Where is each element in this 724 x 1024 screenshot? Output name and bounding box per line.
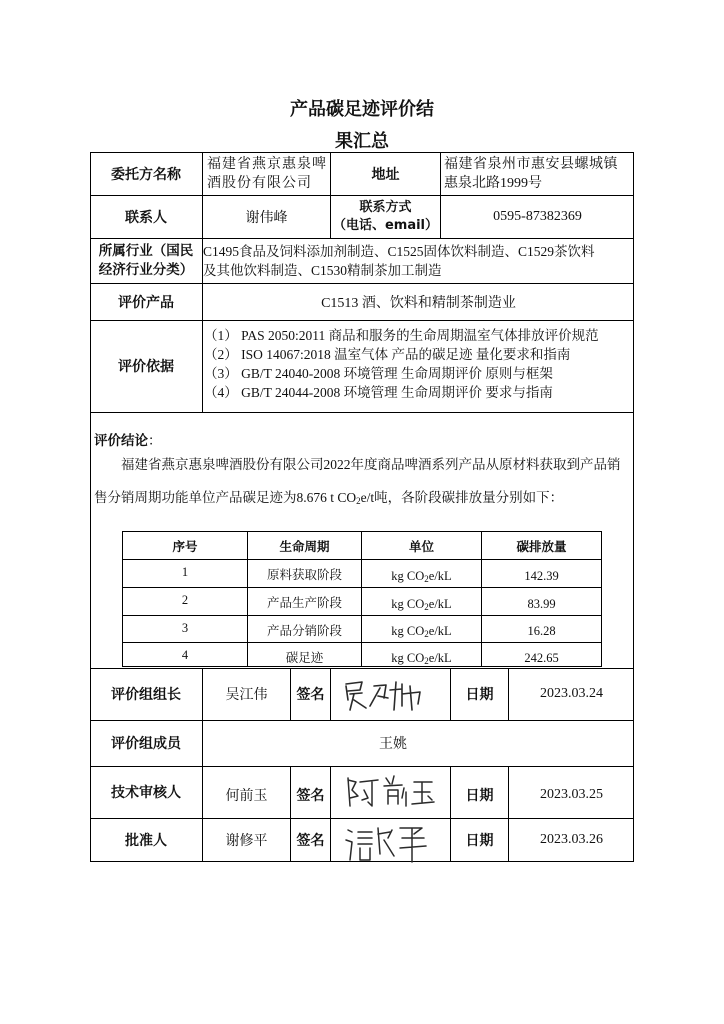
address-value-line1: 福建省泉州市惠安县螺城镇 bbox=[444, 156, 618, 172]
members-name: 王姚 bbox=[379, 737, 407, 752]
reviewer-signature-image bbox=[342, 772, 438, 812]
basis-item-3: （3） GB/T 24040-2008 环境管理 生命周期评价 原则与框架 bbox=[204, 366, 553, 381]
conclusion-colon: ： bbox=[148, 433, 162, 448]
unit-a: kg CO bbox=[391, 569, 425, 583]
contact-method-label-line1: 联系方式 bbox=[359, 199, 412, 215]
leader-name: 吴江伟 bbox=[225, 688, 268, 703]
unit-a: kg CO bbox=[391, 651, 425, 665]
approver-sign-label: 签名 bbox=[296, 833, 325, 849]
reviewer-date: 2023.03.25 bbox=[540, 787, 603, 802]
conclusion-text-sub: 2 bbox=[356, 496, 361, 506]
page-title-line2: 果汇总 bbox=[335, 131, 389, 152]
table-row-2-no: 2 bbox=[181, 593, 189, 607]
table-row-1-value: 142.39 bbox=[524, 569, 559, 583]
basis-list bbox=[204, 326, 632, 402]
contact-method-label-line2: （电话、email） bbox=[332, 217, 439, 233]
leader-date: 2023.03.24 bbox=[540, 686, 603, 701]
client-value-line2: 酒股份有限公司 bbox=[207, 175, 312, 191]
reviewer-label: 技术审核人 bbox=[111, 785, 181, 801]
table-row-3-value: 16.28 bbox=[527, 624, 556, 638]
industry-value-line2: 及其他饮料制造、C1530精制茶加工制造 bbox=[203, 262, 442, 278]
industry-value-line1: C1495食品及饲料添加剂制造、C1525固体饮料制造、C1529茶饮料 bbox=[203, 243, 595, 259]
address-value bbox=[441, 152, 634, 195]
table-row-2-stage: 产品生产阶段 bbox=[266, 596, 342, 610]
client-value bbox=[203, 152, 330, 195]
approver-signature-image bbox=[342, 820, 432, 866]
table-row-2-unit bbox=[362, 588, 481, 615]
unit-b: e/kL bbox=[428, 651, 452, 665]
industry-label-line1: 所属行业（国民 bbox=[98, 242, 194, 259]
product-label: 评价产品 bbox=[118, 294, 174, 311]
unit-sub: 2 bbox=[424, 602, 429, 612]
reviewer-name: 何前玉 bbox=[225, 789, 268, 804]
product-value: C1513 酒、饮料和精制茶制造业 bbox=[321, 295, 516, 311]
table-row-4-value: 242.65 bbox=[524, 651, 559, 665]
address-value-line2: 惠泉北路1999号 bbox=[444, 175, 542, 191]
industry-value bbox=[203, 238, 634, 283]
table-row-1-stage: 原料获取阶段 bbox=[266, 568, 342, 582]
industry-label bbox=[90, 238, 202, 283]
unit-a: kg CO bbox=[391, 597, 425, 611]
client-label: 委托方名称 bbox=[111, 166, 181, 183]
approver-date-label: 日期 bbox=[465, 833, 494, 849]
members-label: 评价组成员 bbox=[111, 736, 181, 752]
address-label: 地址 bbox=[371, 166, 400, 183]
header-stage: 生命周期 bbox=[279, 538, 330, 554]
leader-signature-image bbox=[340, 676, 430, 714]
table-row-2-value: 83.99 bbox=[527, 597, 556, 611]
basis-item-2: （2） ISO 14067:2018 温室气体 产品的碳足迹 量化要求和指南 bbox=[204, 347, 571, 362]
table-row-3-unit bbox=[362, 616, 481, 642]
leader-date-label: 日期 bbox=[465, 687, 494, 703]
contact-value: 谢伟峰 bbox=[245, 210, 288, 226]
approver-label: 批准人 bbox=[125, 833, 167, 849]
industry-label-line2: 经济行业分类） bbox=[98, 261, 194, 278]
conclusion-label: 评价结论 bbox=[94, 433, 148, 449]
reviewer-sign-label: 签名 bbox=[296, 788, 325, 804]
unit-sub: 2 bbox=[424, 629, 429, 639]
table-row-4-unit bbox=[362, 643, 481, 666]
unit-b: e/kL bbox=[428, 597, 452, 611]
page-title-line1: 产品碳足迹评价结 bbox=[290, 99, 434, 120]
header-no: 序号 bbox=[172, 538, 198, 554]
table-row-1-unit bbox=[362, 560, 481, 587]
table-row-4-stage: 碳足迹 bbox=[285, 651, 324, 665]
emissions-table bbox=[122, 531, 602, 667]
unit-b: e/kL bbox=[428, 624, 452, 638]
approver-date: 2023.03.26 bbox=[540, 832, 603, 847]
conclusion-text-b: e/t吨，各阶段碳排放量分别如下： bbox=[360, 490, 564, 505]
contact-method-value: 0595-87382369 bbox=[493, 208, 582, 224]
basis-label: 评价依据 bbox=[118, 359, 174, 375]
table-row-4-no: 4 bbox=[181, 648, 189, 662]
table-row-3-no: 3 bbox=[181, 621, 189, 635]
reviewer-date-label: 日期 bbox=[465, 788, 494, 804]
unit-b: e/kL bbox=[428, 569, 452, 583]
unit-a: kg CO bbox=[391, 624, 425, 638]
basis-item-1: （1） PAS 2050:2011 商品和服务的生命周期温室气体排放评价规范 bbox=[204, 328, 599, 343]
leader-sign-label: 签名 bbox=[296, 687, 325, 703]
conclusion-text bbox=[94, 448, 632, 518]
table-row-1-no: 1 bbox=[181, 565, 189, 579]
unit-sub: 2 bbox=[424, 656, 429, 666]
contact-method-label bbox=[331, 195, 440, 238]
unit-sub: 2 bbox=[424, 574, 429, 584]
table-row-3-stage: 产品分销阶段 bbox=[266, 624, 342, 638]
contact-label: 联系人 bbox=[125, 209, 167, 226]
conclusion-text-a: 福建省燕京惠泉啤酒股份有限公司2022年度商品啤酒系列产品从原材料获取到产品销售分销周期功能单位产品碳足迹为8.676 t CO bbox=[94, 457, 621, 505]
client-value-line1: 福建省燕京惠泉啤 bbox=[207, 156, 327, 172]
basis-item-4: （4） GB/T 24044-2008 环境管理 生命周期评价 要求与指南 bbox=[204, 385, 553, 400]
conclusion-title bbox=[94, 429, 162, 449]
header-unit: 单位 bbox=[408, 538, 434, 554]
leader-label: 评价组组长 bbox=[111, 687, 181, 703]
header-value: 碳排放量 bbox=[516, 538, 567, 554]
approver-name: 谢修平 bbox=[225, 834, 268, 849]
